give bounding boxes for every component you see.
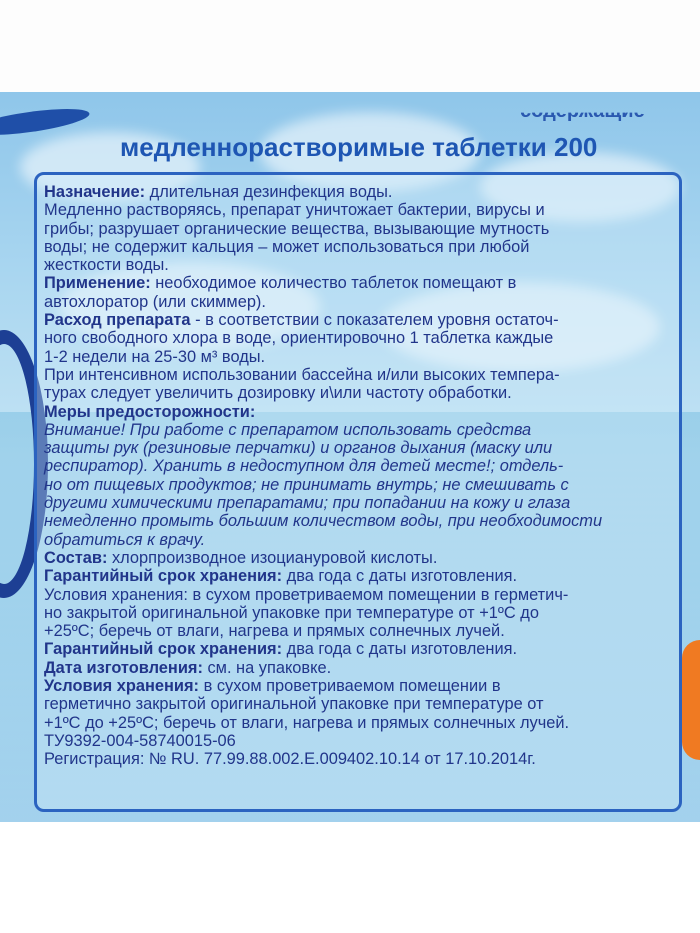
warning-text: немедленно промыть большим количеством воды, при необходимости [44,512,603,531]
label-text-block [44,183,674,769]
storage-text: в сухом проветриваемом помещении в [199,677,501,696]
consumption-line: При интенсивном использовании бассейна и/или высоких темпера- [44,365,560,384]
shelf-life-text: два года с даты изготовления. [282,567,518,586]
purpose-text: длительная дезинфекция воды. [145,183,393,201]
storage-line: +25ºС; беречь от влаги, нагрева и прямых солнечных лучей. [44,622,505,641]
warning-text: респиратор). Хранить в недоступном для детей месте!; отдель- [44,457,564,476]
purpose-line [44,183,674,201]
shelf-life-label: Гарантийный срок хранения: [44,567,283,586]
manufacture-date-text: см. на упаковке. [202,658,332,677]
manufacture-date-label: Дата изготовления: [44,658,203,677]
description-line: грибы; разрушает органические вещества, вызывающие мутность [44,219,550,238]
warning-text: защиты рук (резиновые перчатки) и органов дыхания (маску или [44,439,553,458]
description-line: жесткости воды. [44,256,169,275]
storage-label: Условия хранения: [44,677,200,696]
precautions-heading [44,403,674,421]
consumption-text: - в соответствии с показателем уровня остаточ- [190,311,559,330]
product-headline: медленнорастворимые таблетки 200 [120,132,598,162]
consumption-line [44,311,674,329]
consumption-line: турах следует увеличить дозировку и\или частоту обработки. [44,384,512,403]
composition-text: хлорпроизводное изоциануровой кислоты. [107,548,438,567]
manufacture-date-line [44,659,674,677]
warning-text: но от пищевых продуктов; не принимать внутрь; не смешивать с [44,475,569,494]
shelf-life-line [44,567,674,585]
storage-line: но закрытой оригинальной упаковке при температуре от +1ºС до [44,603,539,622]
storage-line: +1ºС до +25ºС; беречь от влаги, нагрева и прямых солнечных лучей. [44,713,570,732]
usage-line [44,274,674,292]
warning-line [44,457,674,475]
usage-label: Применение: [44,274,151,293]
warning-line [44,494,674,512]
warning-text: другими химическими препаратами; при попадании на кожу и глаза [44,494,571,513]
usage-line: автохлоратор (или скиммер). [44,292,266,311]
white-background [0,0,700,92]
warning-text: Внимание! При работе с препаратом использовать средства [44,420,532,439]
warning-line [44,531,674,549]
shelf-life-line [44,640,674,658]
purpose-label: Назначение: [44,183,146,201]
orange-label-edge [682,640,700,760]
warning-text: обратиться к врачу. [44,530,206,549]
precautions-label: Меры предосторожности: [44,402,256,421]
consumption-line: ного свободного хлора в воде, ориентировочно 1 таблетка каждые [44,329,554,348]
tech-spec-line: ТУ9392-004-58740015-06 [44,731,236,750]
storage-line [44,677,674,695]
shelf-life-label: Гарантийный срок хранения: [44,640,283,659]
composition-line [44,549,674,567]
description-line: воды; не содержит кальция – может использоваться при любой [44,237,530,256]
registration-line: Регистрация: № RU. 77.99.88.002.Е.009402.10.14 от 17.10.2014г. [44,750,536,769]
shelf-life-text: два года с даты изготовления. [282,640,518,659]
warning-line [44,476,674,494]
storage-line: Условия хранения: в сухом проветриваемом помещении в герметич- [44,585,569,604]
composition-label: Состав: [44,548,108,567]
usage-text: необходимое количество таблеток помещают в [150,274,517,293]
warning-line [44,439,674,457]
warning-line [44,421,674,439]
description-line: Медленно растворяясь, препарат уничтожает бактерии, вирусы и [44,201,545,220]
storage-line: герметично закрытой оригинальной упаковке при температуре от [44,695,544,714]
consumption-line: 1-2 недели на 25-30 м³ воды. [44,347,266,366]
warning-line [44,512,674,530]
consumption-label: Расход препарата [44,311,191,330]
